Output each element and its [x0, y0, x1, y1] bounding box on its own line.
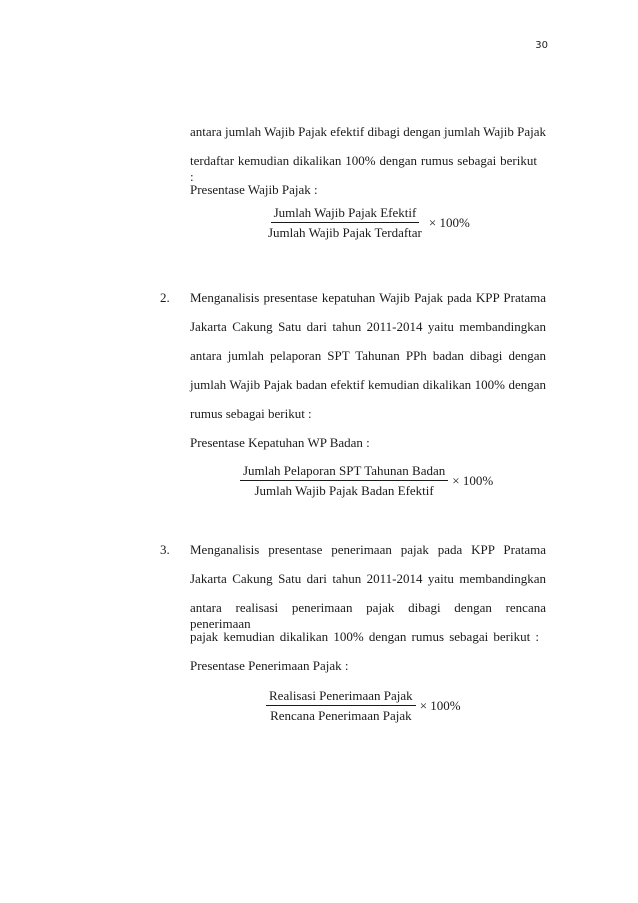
item-number: 3.: [160, 542, 170, 557]
formula-kepatuhan-wp-badan: [240, 463, 493, 498]
fraction-denominator: Jumlah Wajib Pajak Badan Efektif: [254, 483, 434, 498]
intro-line-1: antara jumlah Wajib Pajak efektif dibagi dengan jumlah Wajib Pajak: [190, 124, 546, 139]
fraction: [266, 688, 416, 723]
item-line: Presentase Penerimaan Pajak :: [190, 658, 349, 673]
item-line: antara jumlah pelaporan SPT Tahunan PPh badan dibagi dengan: [190, 348, 546, 363]
item-line: Menganalisis presentase penerimaan pajak pada KPP Pratama: [190, 542, 546, 557]
intro-line-2: terdaftar kemudian dikalikan 100% dengan rumus sebagai berikut :: [190, 153, 537, 184]
item-line: Menganalisis presentase kepatuhan Wajib Pajak pada KPP Pratama: [190, 290, 546, 305]
item-line: pajak kemudian dikalikan 100% dengan rumus sebagai berikut :: [190, 629, 539, 644]
fraction-denominator: Rencana Penerimaan Pajak: [270, 708, 412, 723]
item-number: 2.: [160, 290, 170, 305]
formula-penerimaan-pajak: [266, 688, 461, 723]
fraction-numerator: Jumlah Pelaporan SPT Tahunan Badan: [240, 463, 448, 481]
fraction-numerator: Jumlah Wajib Pajak Efektif: [271, 205, 420, 223]
multiplier: × 100%: [452, 472, 494, 488]
multiplier: × 100%: [419, 697, 461, 713]
item-line: jumlah Wajib Pajak badan efektif kemudian dikalikan 100% dengan: [190, 377, 546, 392]
formula-wajib-pajak: [265, 205, 470, 240]
intro-line-3: Presentase Wajib Pajak :: [190, 182, 318, 197]
fraction: [240, 463, 448, 498]
item-line: rumus sebagai berikut :: [190, 406, 312, 421]
fraction: [265, 205, 425, 240]
fraction-numerator: Realisasi Penerimaan Pajak: [266, 688, 416, 706]
multiplier: × 100%: [428, 214, 470, 230]
item-line: antara realisasi penerimaan pajak dibagi dengan rencana penerimaan: [190, 600, 546, 631]
item-line: Presentase Kepatuhan WP Badan :: [190, 435, 370, 450]
item-line: Jakarta Cakung Satu dari tahun 2011-2014 yaitu membandingkan: [190, 319, 546, 334]
page-number: 30: [535, 40, 548, 51]
fraction-denominator: Jumlah Wajib Pajak Terdaftar: [268, 225, 422, 240]
item-line: Jakarta Cakung Satu dari tahun 2011-2014 yaitu membandingkan: [190, 571, 546, 586]
